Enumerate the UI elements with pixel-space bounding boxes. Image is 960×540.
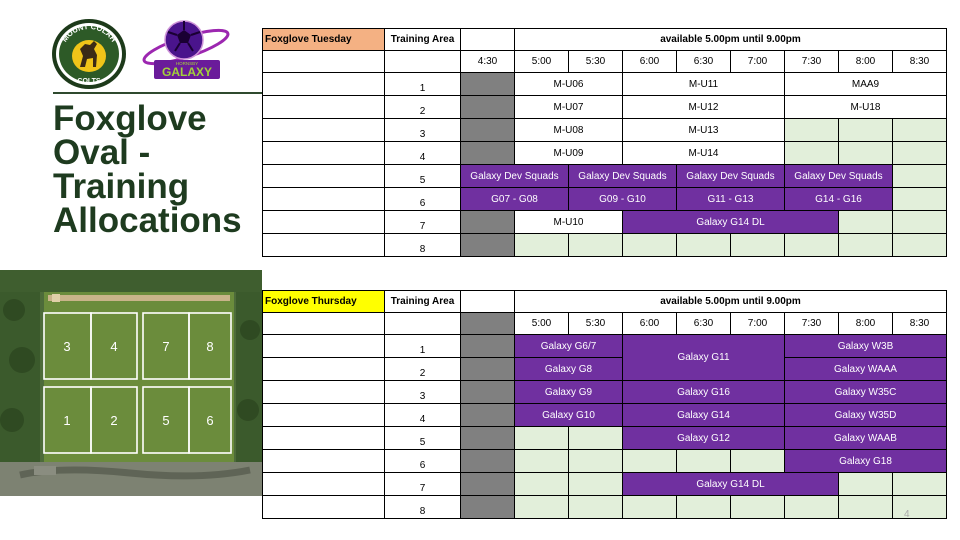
- training-area-number: 8: [385, 496, 461, 519]
- free-slot: [515, 234, 569, 257]
- field-label: 5: [162, 413, 170, 428]
- training-area-header: Training Area: [385, 29, 461, 51]
- galaxy-logo-bottom-text: GALAXY: [161, 65, 213, 79]
- training-area-number: 3: [385, 119, 461, 142]
- table-cell: [263, 496, 385, 519]
- table-row: [263, 404, 947, 427]
- training-area-number: 6: [385, 188, 461, 211]
- allocation-cell: Galaxy G16: [623, 381, 785, 404]
- allocation-cell: Galaxy G10: [515, 404, 623, 427]
- table-row: [263, 73, 947, 96]
- table-row: [263, 211, 947, 234]
- table-cell: [263, 51, 385, 73]
- allocation-cell: Galaxy G18: [785, 450, 947, 473]
- free-slot: [677, 234, 731, 257]
- availability-note: available 5.00pm until 9.00pm: [515, 291, 947, 313]
- time-header: 7:00: [731, 313, 785, 335]
- field-label: 4: [110, 339, 118, 354]
- free-slot: [569, 450, 623, 473]
- table-cell: [263, 381, 385, 404]
- free-slot: [893, 496, 947, 519]
- unavailable-slot: [461, 73, 515, 96]
- free-slot: [893, 234, 947, 257]
- table-row: [263, 381, 947, 404]
- allocation-cell: Galaxy G14 DL: [623, 211, 839, 234]
- table-cell: [461, 291, 515, 313]
- allocation-cell: M-U10: [515, 211, 623, 234]
- table-cell: [263, 165, 385, 188]
- mount-colah-colts-logo: [50, 18, 128, 90]
- free-slot: [893, 211, 947, 234]
- free-slot: [569, 473, 623, 496]
- allocation-cell: Galaxy Dev Squads: [785, 165, 893, 188]
- time-header: 4:30: [461, 51, 515, 73]
- thursday-schedule-table: [262, 290, 947, 519]
- table-cell: [263, 313, 385, 335]
- allocation-cell: Galaxy G14 DL: [623, 473, 839, 496]
- free-slot: [839, 234, 893, 257]
- time-header: 5:00: [515, 51, 569, 73]
- field-label: 2: [110, 413, 118, 428]
- free-slot: [515, 427, 569, 450]
- time-header: 8:00: [839, 51, 893, 73]
- unavailable-slot: [461, 313, 515, 335]
- field-label: 8: [206, 339, 214, 354]
- free-slot: [515, 473, 569, 496]
- colts-logo-bottom-text: COLTS: [77, 78, 101, 85]
- allocation-cell: MAA9: [785, 73, 947, 96]
- free-slot: [785, 119, 839, 142]
- allocation-cell: Galaxy WAAA: [785, 358, 947, 381]
- free-slot: [731, 496, 785, 519]
- table-row: [263, 119, 947, 142]
- field-label: 3: [63, 339, 71, 354]
- free-slot: [623, 496, 677, 519]
- free-slot: [893, 119, 947, 142]
- free-slot: [785, 496, 839, 519]
- table-row: [263, 450, 947, 473]
- training-area-number: 5: [385, 165, 461, 188]
- time-header: 5:30: [569, 313, 623, 335]
- table-cell: [263, 404, 385, 427]
- unavailable-slot: [461, 381, 515, 404]
- free-slot: [893, 142, 947, 165]
- free-slot: [569, 234, 623, 257]
- allocation-cell: M-U08: [515, 119, 623, 142]
- time-header: 6:00: [623, 51, 677, 73]
- unavailable-slot: [461, 358, 515, 381]
- free-slot: [839, 119, 893, 142]
- allocation-cell: M-U11: [623, 73, 785, 96]
- allocation-cell: Galaxy G9: [515, 381, 623, 404]
- training-area-number: 6: [385, 450, 461, 473]
- table-cell: [263, 119, 385, 142]
- unavailable-slot: [461, 234, 515, 257]
- day-label-thursday: Foxglove Thursday: [263, 291, 385, 313]
- allocation-cell: Galaxy Dev Squads: [569, 165, 677, 188]
- table-cell: [263, 358, 385, 381]
- allocation-cell: G07 - G08: [461, 188, 569, 211]
- allocation-cell: M-U12: [623, 96, 785, 119]
- time-header: 8:00: [839, 313, 893, 335]
- free-slot: [677, 450, 731, 473]
- table-cell: [263, 73, 385, 96]
- galaxy-logo-top-text: HORNSBY: [175, 61, 199, 66]
- table-cell: [263, 96, 385, 119]
- allocation-cell: Galaxy G8: [515, 358, 623, 381]
- table-row: [263, 188, 947, 211]
- allocation-cell: Galaxy Dev Squads: [461, 165, 569, 188]
- table-cell: [263, 335, 385, 358]
- training-area-number: 7: [385, 473, 461, 496]
- table-cell: [263, 473, 385, 496]
- unavailable-slot: [461, 473, 515, 496]
- colts-logo-top-text: MOUNT COLAH: [59, 21, 119, 44]
- free-slot: [623, 234, 677, 257]
- time-header: 5:00: [515, 313, 569, 335]
- free-slot: [515, 450, 569, 473]
- table-row: [263, 96, 947, 119]
- time-header: 6:00: [623, 313, 677, 335]
- free-slot: [893, 188, 947, 211]
- free-slot: [677, 496, 731, 519]
- free-slot: [569, 427, 623, 450]
- unavailable-slot: [461, 142, 515, 165]
- free-slot: [893, 165, 947, 188]
- allocation-cell: Galaxy G6/7: [515, 335, 623, 358]
- aerial-field-map: [0, 270, 262, 496]
- table-row: [263, 427, 947, 450]
- unavailable-slot: [461, 211, 515, 234]
- free-slot: [623, 450, 677, 473]
- table-row: [263, 358, 947, 381]
- day-label-tuesday: Foxglove Tuesday: [263, 29, 385, 51]
- galaxy-logo: [138, 10, 234, 84]
- table-cell: [263, 142, 385, 165]
- training-area-number: 8: [385, 234, 461, 257]
- table-row: [263, 142, 947, 165]
- unavailable-slot: [461, 96, 515, 119]
- free-slot: [731, 234, 785, 257]
- training-area-number: 3: [385, 381, 461, 404]
- allocation-cell: Galaxy W35D: [785, 404, 947, 427]
- allocation-cell: Galaxy W35C: [785, 381, 947, 404]
- field-label: 1: [63, 413, 71, 428]
- availability-note: available 5.00pm until 9.00pm: [515, 29, 947, 51]
- training-area-number: 1: [385, 73, 461, 96]
- page-number: 4: [904, 509, 910, 520]
- table-row: [263, 335, 947, 358]
- training-area-number: 2: [385, 358, 461, 381]
- title-divider: [53, 92, 262, 94]
- allocation-cell: Galaxy W3B: [785, 335, 947, 358]
- page-title: Foxglove Oval - Training Allocations: [53, 99, 242, 240]
- table-cell: [263, 427, 385, 450]
- allocation-cell: G14 - G16: [785, 188, 893, 211]
- soccer-ball-planet-icon: [165, 21, 203, 59]
- table-row: [263, 473, 947, 496]
- field-label: 6: [206, 413, 214, 428]
- free-slot: [839, 496, 893, 519]
- table-cell: [263, 450, 385, 473]
- tuesday-schedule-table: [262, 28, 947, 257]
- time-header: 8:30: [893, 51, 947, 73]
- unavailable-slot: [461, 335, 515, 358]
- allocation-cell: G11 - G13: [677, 188, 785, 211]
- free-slot: [839, 473, 893, 496]
- time-header: 6:30: [677, 313, 731, 335]
- free-slot: [839, 142, 893, 165]
- time-header: 6:30: [677, 51, 731, 73]
- table-row: [263, 234, 947, 257]
- time-header: 7:00: [731, 51, 785, 73]
- time-header: 8:30: [893, 313, 947, 335]
- table-cell: [263, 234, 385, 257]
- unavailable-slot: [461, 450, 515, 473]
- training-area-number: 4: [385, 142, 461, 165]
- allocation-cell: Galaxy G11: [623, 335, 785, 381]
- free-slot: [731, 450, 785, 473]
- training-area-number: 1: [385, 335, 461, 358]
- table-cell: [263, 188, 385, 211]
- training-area-number: 7: [385, 211, 461, 234]
- allocation-cell: G09 - G10: [569, 188, 677, 211]
- time-header: 7:30: [785, 51, 839, 73]
- allocation-cell: M-U18: [785, 96, 947, 119]
- training-area-header: Training Area: [385, 291, 461, 313]
- free-slot: [569, 496, 623, 519]
- allocation-cell: Galaxy G12: [623, 427, 785, 450]
- table-row: [263, 165, 947, 188]
- allocation-cell: M-U14: [623, 142, 785, 165]
- unavailable-slot: [461, 427, 515, 450]
- free-slot: [515, 496, 569, 519]
- allocation-cell: M-U09: [515, 142, 623, 165]
- allocation-cell: M-U07: [515, 96, 623, 119]
- free-slot: [893, 473, 947, 496]
- free-slot: [785, 142, 839, 165]
- unavailable-slot: [461, 404, 515, 427]
- allocation-cell: M-U13: [623, 119, 785, 142]
- unavailable-slot: [461, 119, 515, 142]
- allocation-cell: Galaxy G14: [623, 404, 785, 427]
- table-cell: [385, 313, 461, 335]
- table-row: [263, 496, 947, 519]
- table-cell: [461, 29, 515, 51]
- free-slot: [785, 234, 839, 257]
- allocation-cell: Galaxy Dev Squads: [677, 165, 785, 188]
- table-cell: [385, 51, 461, 73]
- allocation-cell: M-U06: [515, 73, 623, 96]
- training-area-number: 4: [385, 404, 461, 427]
- training-area-number: 5: [385, 427, 461, 450]
- time-header: 7:30: [785, 313, 839, 335]
- training-area-number: 2: [385, 96, 461, 119]
- time-header: 5:30: [569, 51, 623, 73]
- table-cell: [263, 211, 385, 234]
- field-label: 7: [162, 339, 170, 354]
- allocation-cell: Galaxy WAAB: [785, 427, 947, 450]
- free-slot: [839, 211, 893, 234]
- unavailable-slot: [461, 496, 515, 519]
